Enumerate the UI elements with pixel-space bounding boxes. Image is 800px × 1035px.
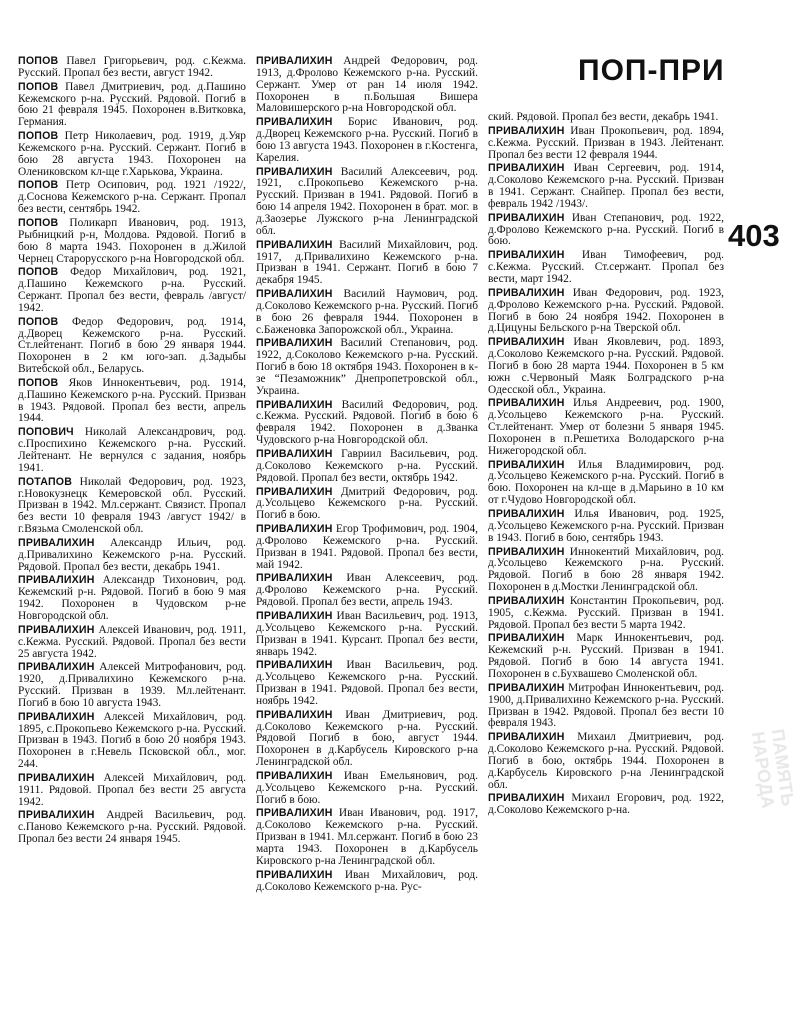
entry [488, 398, 724, 457]
entry [488, 732, 724, 791]
entry-surname: ПРИВАЛИХИН [256, 116, 333, 129]
entry [18, 662, 246, 709]
entry-text: Федор Михайлович, род. 1921, д.Пашино Кежемского р-на. Русский. Сержант. Пропал без вести, февраль /август/ 1942. [18, 266, 246, 314]
entry-text: Александр Ильич, род. д.Привалихино Кежемского р-на. Русский. Рядовой. Пропал без вести, декабрь 1941. [18, 536, 246, 573]
entry-surname: ПРИВАЛИХИН [256, 769, 333, 782]
entry [488, 547, 724, 594]
entry [18, 625, 246, 661]
entry-surname: ПРИВАЛИХИН [488, 336, 565, 349]
entry-surname: ПРИВАЛИХИН [256, 609, 333, 622]
entry-text: Поликарп Иванович, род. 1913, Рыбницкий р-н, Молдова. Рядовой. Погиб в бою 8 марта 1943. Похоронен в д.Жилой Чернец Старорусского р-на Новгородской обл. [18, 216, 246, 265]
entry [256, 338, 478, 397]
entry-text: Михаил Дмитриевич, род. д.Соколово Кежемского р-на. Русский. Рядовой. Погиб в бою, октябрь 1944. Похоронен в д.Карбусель Кировского р-на Ленинградской обл. [488, 731, 724, 791]
entry-text: Борис Иванович, род. д.Дворец Кежемского р-на. Русский. Погиб в бою 13 августа 1943. Похоронен в г.Костенга, Карелия. [256, 116, 478, 164]
entry-text: Василий Степанович, род. 1922, д.Соколово Кежемского р-на. Русский. Погиб в бою 18 октября 1943. Похоронен в к-зе “Пезаможник” Днепропетровской обл., Украина. [256, 337, 478, 397]
entry [488, 213, 724, 249]
entry-surname: ПРИВАЛИХИН [256, 659, 333, 672]
entry [488, 288, 724, 335]
entry [18, 773, 246, 809]
entry [256, 870, 478, 894]
entry-text: Илья Андреевич, род. 1900, д.Усольцево Кежемского р-на. Русский. Ст.лейтенант. Умер от болезни 5 января 1945. Похоронен в п.Решетиха Володарского р-на Нижегородской обл. [488, 397, 724, 457]
entry [256, 167, 478, 238]
entry-surname: ПРИВАЛИХИН [256, 398, 333, 411]
entry-surname: ПОПОВ [18, 55, 59, 67]
entry-surname: ПРИВАЛИХИН [256, 337, 333, 350]
entry-text: Федор Федорович, род. 1914, д.Дворец Кежемского р-на. Русский. Ст.лейтенант. Погиб в бою 29 января 1944. Похоронен в 2 км юго-зап. д.Задыбы Витебской обл., Беларусь. [18, 315, 246, 376]
entry [256, 449, 478, 485]
entry [488, 163, 724, 210]
entry-text: Дмитрий Федорович, род. д.Усольцево Кежемского р-на. Русский. Погиб в бою. [256, 485, 478, 522]
entry-surname: ПОПОВ [18, 376, 59, 389]
entry-surname: ПОПОВ [18, 315, 59, 328]
entry-text: Иван Иванович, род. 1917, д.Соколово Кежемского р-на. Русский. Призван в 1941. Мл.сержант. Погиб в бою 23 марта 1943. Похоронен в д.Карбусель Кировского р-на Ленинградской обл. [256, 807, 478, 867]
entry-surname: ПРИВАЛИХИН [256, 55, 333, 67]
entry-text: Петр Николаевич, род. 1919, д.Уяр Кежемского р-на. Русский. Сержант. Погиб в бою 28 августа 1943. Похоронен на Олениковском кл-ще г.Харькова, Украина. [18, 130, 246, 178]
entry-surname: ПОТАПОВ [18, 475, 73, 488]
entry-surname: ПРИВАЛИХИН [18, 771, 95, 784]
entry-surname: ПРИВАЛИХИН [488, 792, 565, 805]
entry-surname: ПРИВАЛИХИН [256, 868, 333, 881]
entry-text: Иван Васильевич, род. д.Усольцево Кежемского р-на. Русский. Призван в 1941. Рядовой. Пропал без вести, ноябрь 1942. [256, 659, 478, 707]
entry-surname: ПРИВАЛИХИН [256, 807, 333, 820]
entry [256, 771, 478, 807]
entry [256, 808, 478, 867]
column-2 [256, 56, 478, 895]
entry-surname: ПРИВАЛИХИН [488, 397, 565, 410]
entry-text: Гавриил Васильевич, род. д.Соколово Кежемского р-на. Русский. Рядовой. Пропал без вести, октябрь 1942. [256, 448, 478, 484]
entry-text: Алексей Митрофанович, род. 1920, д.Привалихино Кежемского р-на. Русский. Призван в 1939. Мл.лейтенант. Погиб в бою 10 августа 1943. [18, 661, 246, 709]
entry-text: Иван Емельянович, род. д.Усольцево Кежемского р-на. Русский. Погиб в бою. [256, 769, 478, 806]
entry-text: Василий Алексеевич, род. 1921, с.Прокопьево Кежемского р-на. Русский. Призван в 1941. Рядовой. Погиб в бою 14 апреля 1942. Похоронен в брат. мог. в д.Заозерье Лужского р-на Ленинградской обл. [256, 165, 478, 237]
entry-text: Алексей Иванович, род. 1911, с.Кежма. Русский. Рядовой. Пропал без вести 25 августа 1942. [18, 623, 246, 660]
column-1 [18, 56, 246, 848]
entry [488, 596, 724, 632]
entry [488, 337, 724, 396]
entry-surname: ПРИВАЛИХИН [488, 731, 565, 744]
entry [488, 633, 724, 680]
entry [18, 131, 246, 178]
entry-surname: ПОПОВ [18, 216, 59, 229]
entry [256, 289, 478, 336]
entry-text: Николай Федорович, род. 1923, г.Новокузнецк Кемеровской обл. Русский. Призван в 1942. Мл.сержант. Связист. Пропал без вести 10 февраля 1943 /август 1942/ в г.Вязьма Смоленской обл. [18, 475, 246, 536]
entry [256, 573, 478, 609]
entry-surname: ПОПОВИЧ [18, 426, 74, 439]
entry-text: Иван Тимофеевич, род. с.Кежма. Русский. Ст.сержант. Пропал без вести, март 1942. [488, 249, 724, 285]
entry-text: Михаил Егорович, род. 1922, д.Соколово Кежемского р-на. [488, 792, 724, 817]
entry-surname: ПРИВАЛИХИН [256, 523, 333, 536]
entry [18, 575, 246, 622]
entry-surname: ПРИВАЛИХИН [488, 508, 565, 520]
entry-surname: ПРИВАЛИХИН [18, 536, 95, 549]
entry [256, 117, 478, 164]
column-3 [488, 112, 724, 819]
entry [256, 240, 478, 287]
entry-text: Павел Дмитриевич, род. д.Пашино Кежемского р-на. Русский. Рядовой. Погиб в бою 21 февраля 1945. Похоронен в.Витковка, Германия. [18, 80, 246, 129]
entry [18, 810, 246, 846]
entry-text: Иван Яковлевич, род. 1893, д.Соколово Кежемского р-на. Русский. Рядовой. Погиб в бою 28 марта 1944. Похоронен в 5 км южн с.Червоный Маяк Болградского р-на Одесской обл., Украина. [488, 336, 724, 396]
entry-text: Павел Григорьевич, род. с.Кежма. Русский. Пропал без вести, август 1942. [18, 55, 246, 79]
entry [488, 683, 724, 730]
entry-surname: ПРИВАЛИХИН [488, 124, 565, 137]
entry-text: Иван Васильевич, род. 1913, д.Усольцево Кежемского р-на. Русский. Призван в 1941. Курсант. Пропал без вести, январь 1942. [256, 609, 478, 658]
entry-text: Андрей Федорович, род. 1913, д.Фролово Кежемского р-на. Русский. Сержант. Умер от ран 14 июля 1942. Похоронен в п.Большая Вишера Маловишерского р-на Новгородской обл. [256, 55, 478, 115]
entry [18, 218, 246, 265]
entry [18, 427, 246, 474]
entry-surname: ПРИВАЛИХИН [488, 249, 565, 262]
entry-continuation: ский. Рядовой. Пропал без вести, декабрь 1941. [488, 111, 719, 123]
entry-surname: ПРИВАЛИХИН [256, 572, 333, 585]
entry [18, 538, 246, 574]
entry-text: Василий Михайлович, род. 1917, д.Привалихино Кежемского р-на. Призван в 1941. Сержант. Погиб в бою 7 декабря 1945. [256, 238, 478, 287]
entry-surname: ПРИВАЛИХИН [256, 448, 333, 460]
entry-text: Яков Иннокентьевич, род. 1914, д.Пашино Кежемского р-на. Русский. Призван в 1943. Рядовой. Пропал без вести, апрель 1944. [18, 376, 246, 425]
entry [18, 477, 246, 536]
entry [18, 180, 246, 216]
entry [488, 460, 724, 507]
entry [18, 82, 246, 129]
entry-text: Константин Прокопьевич, род. 1905, с.Кежма. Русский. Призван в 1941. Рядовой. Пропал без вести 5 марта 1942. [488, 594, 724, 631]
entry-surname: ПОПОВ [18, 266, 59, 279]
entry-surname: ПРИВАЛИХИН [18, 574, 95, 587]
entry-text: Илья Владимирович, род. д.Усольцево Кежемского р-на. Русский. Погиб в бою. Похоронен на кл-ще в д.Марьино в 10 км от г.Чудово Новгородской обл. [488, 458, 724, 507]
entry-text: Алексей Михайлович, род. 1895, с.Прокопьево Кежемского р-на. Русский. Призван в 1943. Погиб в бою 20 ноября 1943. Похоронен в г.Невель Псковской обл., мог. 244. [18, 710, 246, 771]
entry-surname: ПРИВАЛИХИН [256, 165, 333, 178]
entry [18, 378, 246, 425]
entry [488, 126, 724, 162]
entry-text: Петр Осипович, род. 1921 /1922/, д.Соснова Кежемского р-на. Сержант. Пропал без вести, сентябрь 1942. [18, 179, 246, 216]
entry [256, 611, 478, 658]
entry [18, 317, 246, 376]
entry-surname: ПРИВАЛИХИН [18, 661, 95, 674]
entry-surname: ПРИВАЛИХИН [488, 458, 565, 471]
entry [18, 267, 246, 314]
entry-surname: ПРИВАЛИХИН [18, 710, 95, 723]
entry-surname: ПОПОВ [18, 179, 59, 192]
entry-surname: ПРИВАЛИХИН [488, 594, 565, 607]
entry-surname: ПОПОВ [18, 80, 59, 93]
entry [256, 710, 478, 769]
entry [488, 793, 724, 817]
entry-text: Иван Алексеевич, род. д.Фролово Кежемского р-на. Русский. Рядовой. Пропал без вести, апрель 1943. [256, 572, 478, 609]
entry [256, 524, 478, 571]
entry [256, 56, 478, 115]
entry-surname: ПРИВАЛИХИН [18, 623, 95, 636]
entry-surname: ПРИВАЛИХИН [256, 288, 333, 301]
entry-text: Иван Дмитриевич, род. д.Соколово Кежемского р-на. Русский. Рядовой Погиб в бою, август 1944. Похоронен в д.Карбусель Кировского р-на Ленинградской обл. [256, 708, 478, 769]
entry-text: Иван Степанович, род. 1922, д.Фролово Кежемского р-на. Русский. Погиб в бою. [488, 211, 724, 248]
entry-surname: ПРИВАЛИХИН [488, 545, 565, 558]
page-number: 403 [728, 218, 780, 253]
entry-text: Николай Александрович, род. с.Проспихино Кежемского р-на. Русский. Лейтенант. Не вернулся с задания, ноябрь 1941. [18, 426, 246, 474]
page-header: ПОП-ПРИ [578, 54, 725, 87]
entry-text: Иван Федорович, род. 1923, д.Фролово Кежемского р-на. Русский. Рядовой. Погиб в бою 24 ноября 1942. Похоронен в д.Цицуны Бельского р-на Тверской обл. [488, 286, 724, 335]
entry-surname: ПРИВАЛИХИН [488, 286, 565, 299]
entry-surname: ПРИВАЛИХИН [256, 238, 333, 251]
entry [256, 400, 478, 447]
entry-text: Андрей Васильевич, род. с.Паново Кежемского р-на. Русский. Рядовой. Пропал без вести 24 января 1945. [18, 809, 246, 846]
entry-text: Иннокентий Михайлович, род. д.Усольцево Кежемского р-на. Русский. Рядовой. Погиб в бою 28 января 1942. Похоронен в д.Мостки Ленинградской обл. [488, 545, 724, 594]
entry-surname: ПРИВАЛИХИН [256, 708, 333, 721]
entry-surname: ПРИВАЛИХИН [488, 162, 565, 175]
watermark: ПАМЯТЬ НАРОДА [747, 727, 799, 810]
entry-text: Иван Прокопьевич, род. 1894, с.Кежма. Русский. Призван в 1943. Лейтенант. Пропал без вести 12 февраля 1944. [488, 124, 724, 161]
entry-surname: ПРИВАЛИХИН [18, 809, 95, 822]
entry-text: Василий Наумович, род. д.Соколово Кежемского р-на. Русский. Погиб в бою 26 февраля 1944. Похоронен в с.Баженовка Запорожской обл., Украина. [256, 288, 478, 336]
entry-surname: ПРИВАЛИХИН [256, 485, 333, 498]
entry-surname: ПРИВАЛИХИН [488, 632, 565, 645]
entry-text: Иван Михайлович, род. д.Соколово Кежемского р-на. Рус- [256, 868, 478, 893]
entry-text: Илья Иванович, род. 1925, д.Усольцево Кежемского р-на. Русский. Призван в 1943. Погиб в бою, сентябрь 1943. [488, 508, 724, 544]
entry [488, 509, 724, 545]
entry-text: Егор Трофимович, род. 1904, д.Фролово Кежемского р-на. Русский. Призван в 1941. Рядовой. Пропал без вести, май 1942. [256, 523, 478, 571]
entry-surname: ПРИВАЛИХИН [488, 681, 565, 694]
entry-surname: ПРИВАЛИХИН [488, 211, 565, 224]
entry [18, 712, 246, 771]
entry-text: Александр Тихонович, род. Кежемский р-н. Рядовой. Погиб в бою 9 мая 1942. Похоронен в Чудовском р-не Новгородской обл. [18, 574, 246, 622]
entry [256, 660, 478, 707]
entry [488, 250, 724, 286]
entry [18, 56, 246, 80]
entry-text: Митрофан Иннокентьевич, род. 1900, д.Привалихино Кежемского р-на. Русский. Призван в 1942. Рядовой. Пропал без вести 10 февраля 1943. [488, 681, 724, 730]
entry-text: Иван Сергеевич, род. 1914, д.Соколово Кежемского р-на. Русский. Призван в 1941. Сержант. Снайпер. Пропал без вести, февраль 1942 /1943/. [488, 162, 724, 210]
entry-text: Марк Иннокентьевич, род. Кежемский р-н. Русский. Призван в 1941. Рядовой. Погиб в бою 14 августа 1941. Похоронен в с.Бухвашево Смоленской обл. [488, 632, 724, 680]
entry-text: Алексей Михайлович, род. 1911. Рядовой. Пропал без вести 25 августа 1942. [18, 771, 246, 808]
entry-surname: ПОПОВ [18, 130, 59, 143]
entry-text: Василий Федорович, род. с.Кежма. Русский. Рядовой. Погиб в бою 6 февраля 1942. Похоронен в д.Званка Чудовского р-на Новгородской обл. [256, 398, 478, 447]
entry [256, 487, 478, 523]
